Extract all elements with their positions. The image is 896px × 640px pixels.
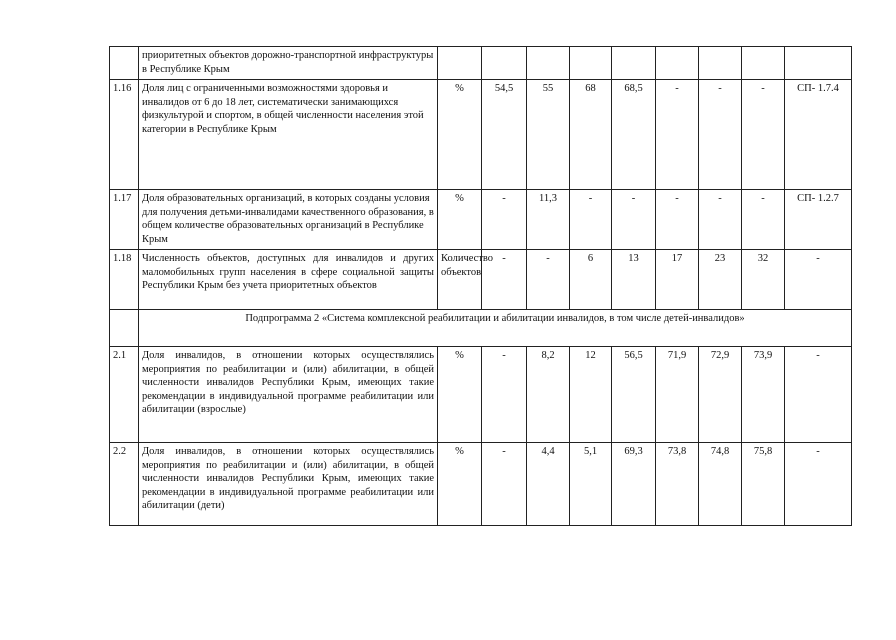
value-cell: 6 <box>570 250 612 310</box>
reference-cell <box>785 47 852 80</box>
value-cell: 73,9 <box>742 347 785 443</box>
row-number <box>110 47 139 80</box>
reference-cell: - <box>785 443 852 526</box>
indicator-name: Численность объектов, доступных для инвалидов и других маломобильных групп населения в сфере социальной защиты Республики Крым без учета приоритетных объектов <box>139 250 438 310</box>
value-cell: 68 <box>570 80 612 190</box>
row-number: 2.1 <box>110 347 139 443</box>
reference-cell: - <box>785 347 852 443</box>
value-cell: 32 <box>742 250 785 310</box>
value-cell: 54,5 <box>482 80 527 190</box>
indicator-name: приоритетных объектов дорожно-транспортной инфраструктуры в Республике Крым <box>139 47 438 80</box>
unit-cell: % <box>438 190 482 250</box>
row-number: 1.18 <box>110 250 139 310</box>
value-cell: 73,8 <box>656 443 699 526</box>
value-cell: 8,2 <box>527 347 570 443</box>
unit-cell: % <box>438 347 482 443</box>
value-cell: 4,4 <box>527 443 570 526</box>
value-cell: 13 <box>612 250 656 310</box>
value-cell: - <box>482 443 527 526</box>
value-cell: 75,8 <box>742 443 785 526</box>
value-cell: - <box>656 80 699 190</box>
value-cell: 71,9 <box>656 347 699 443</box>
value-cell: 55 <box>527 80 570 190</box>
table-row <box>110 80 852 190</box>
value-cell: 72,9 <box>699 347 742 443</box>
value-cell: - <box>527 250 570 310</box>
value-cell: - <box>656 190 699 250</box>
unit-cell: % <box>438 80 482 190</box>
value-cell: 74,8 <box>699 443 742 526</box>
indicator-name: Доля образовательных организаций, в которых созданы условия для получения детьми-инвалидами качественного образования, в общем количестве образовательных организаций в Республике Крым <box>139 190 438 250</box>
value-cell: - <box>482 250 527 310</box>
value-cell <box>612 47 656 80</box>
value-cell: 11,3 <box>527 190 570 250</box>
unit-cell <box>438 47 482 80</box>
value-cell: - <box>482 347 527 443</box>
value-cell: 56,5 <box>612 347 656 443</box>
indicator-name: Доля лиц с ограниченными возможностями здоровья и инвалидов от 6 до 18 лет, систематически занимающихся физкультурой и спортом, в общей численности населения этой категории в Республике Крым <box>139 80 438 190</box>
value-cell: - <box>699 80 742 190</box>
unit-cell: Количество объектов <box>438 250 482 310</box>
value-cell <box>699 47 742 80</box>
value-cell: 12 <box>570 347 612 443</box>
value-cell <box>482 47 527 80</box>
table-row <box>110 190 852 250</box>
value-cell: - <box>570 190 612 250</box>
indicator-name: Доля инвалидов, в отношении которых осуществлялись мероприятия по реабилитации и (или) абилитации, в общей численности инвалидов Республики Крым, имеющих такие рекомендации в индивидуальной программе реабилитации или абилитации (дети) <box>139 443 438 526</box>
row-number: 1.17 <box>110 190 139 250</box>
value-cell: - <box>612 190 656 250</box>
indicator-name: Доля инвалидов, в отношении которых осуществлялись мероприятия по реабилитации и (или) абилитации, в общей численности инвалидов Республики Крым, имеющих такие рекомендации в индивидуальной программе реабилитации или абилитации (взрослые) <box>139 347 438 443</box>
unit-cell: % <box>438 443 482 526</box>
value-cell <box>527 47 570 80</box>
value-cell: - <box>742 190 785 250</box>
value-cell: 5,1 <box>570 443 612 526</box>
value-cell: - <box>482 190 527 250</box>
table-row <box>110 47 852 80</box>
subprogram-title: Подпрограмма 2 «Система комплексной реабилитации и абилитации инвалидов, в том числе детей-инвалидов» <box>139 310 852 347</box>
value-cell: - <box>699 190 742 250</box>
value-cell: 68,5 <box>612 80 656 190</box>
subprogram-row <box>110 310 852 347</box>
indicators-table <box>109 46 852 526</box>
value-cell <box>742 47 785 80</box>
value-cell: 17 <box>656 250 699 310</box>
value-cell <box>570 47 612 80</box>
value-cell: - <box>742 80 785 190</box>
table-row <box>110 250 852 310</box>
value-cell: 23 <box>699 250 742 310</box>
row-number: 2.2 <box>110 443 139 526</box>
subprogram-number-cell <box>110 310 139 347</box>
reference-cell: СП- 1.2.7 <box>785 190 852 250</box>
table-row <box>110 443 852 526</box>
reference-cell: - <box>785 250 852 310</box>
value-cell: 69,3 <box>612 443 656 526</box>
row-number: 1.16 <box>110 80 139 190</box>
value-cell <box>656 47 699 80</box>
reference-cell: СП- 1.7.4 <box>785 80 852 190</box>
table-row <box>110 347 852 443</box>
